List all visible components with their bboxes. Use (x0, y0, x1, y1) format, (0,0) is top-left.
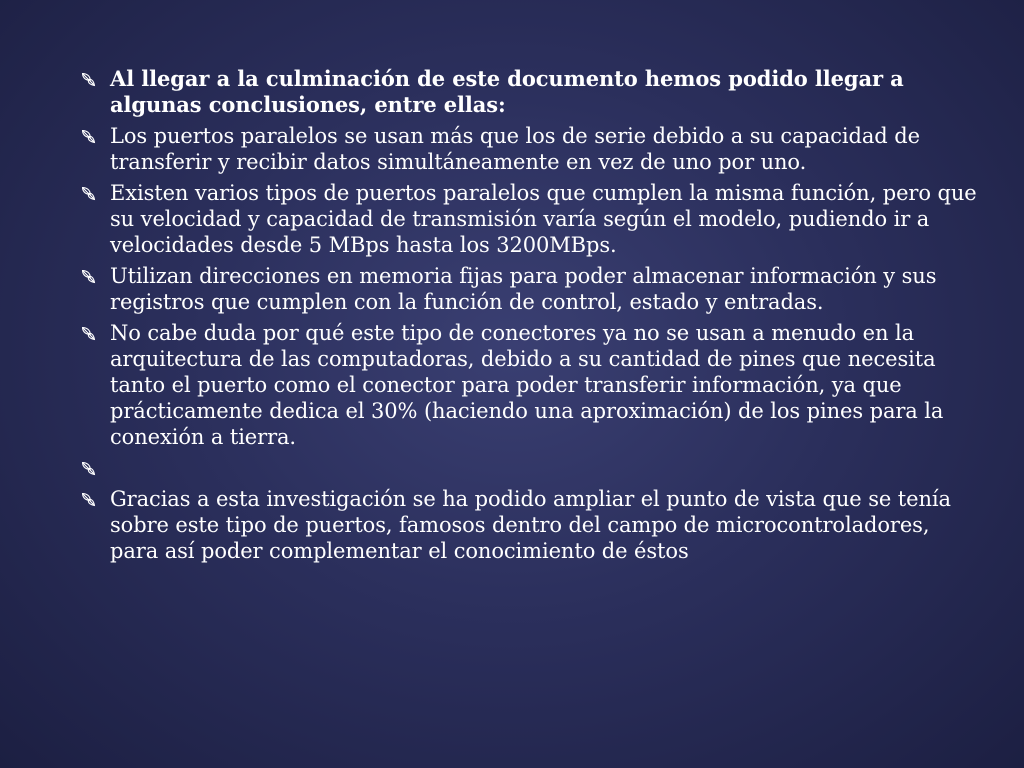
ornamental-bullet-icon (80, 66, 110, 92)
bullet-item (80, 123, 980, 175)
ornamental-bullet-icon (80, 263, 110, 289)
bullet-item (80, 66, 980, 118)
bullet-item-empty (80, 455, 980, 481)
bullet-item (80, 180, 980, 258)
bullet-item (80, 263, 980, 315)
ornamental-bullet-icon (80, 486, 110, 512)
bullet-text: Al llegar a la culminación de este documento hemos podido llegar a algunas conclusiones, entre ellas: (110, 66, 904, 117)
bullet-text: Utilizan direcciones en memoria fijas para poder almacenar información y sus registros que cumplen con la función de control, estado y entradas. (110, 264, 937, 314)
ornamental-bullet-icon (80, 455, 110, 481)
bullet-item (80, 486, 980, 564)
bullet-text: Los puertos paralelos se usan más que los de serie debido a su capacidad de transferir y recibir datos simultáneamente en vez de uno por uno. (110, 124, 920, 174)
bullet-text: No cabe duda por qué este tipo de conectores ya no se usan a menudo en la arquitectura de las computadoras, debido a su cantidad de pines que necesita tanto el puerto como el conector para poder transferir información, ya que prácticamente dedica el 30% (haciendo una aproximación) de los pines para la conexión a tierra. (110, 321, 944, 449)
ornamental-bullet-icon (80, 123, 110, 149)
bullet-list (80, 66, 980, 569)
ornamental-bullet-icon (80, 180, 110, 206)
bullet-text: Gracias a esta investigación se ha podido ampliar el punto de vista que se tenía sobre este tipo de puertos, famosos dentro del campo de microcontroladores, para así poder complementar el conocimiento de éstos (110, 487, 951, 563)
bullet-text (110, 455, 980, 481)
bullet-item (80, 320, 980, 450)
bullet-text: Existen varios tipos de puertos paralelos que cumplen la misma función, pero que su velocidad y capacidad de transmisión varía según el modelo, pudiendo ir a velocidades desde 5 MBps hasta los 3200MBps. (110, 181, 977, 257)
ornamental-bullet-icon (80, 320, 110, 346)
